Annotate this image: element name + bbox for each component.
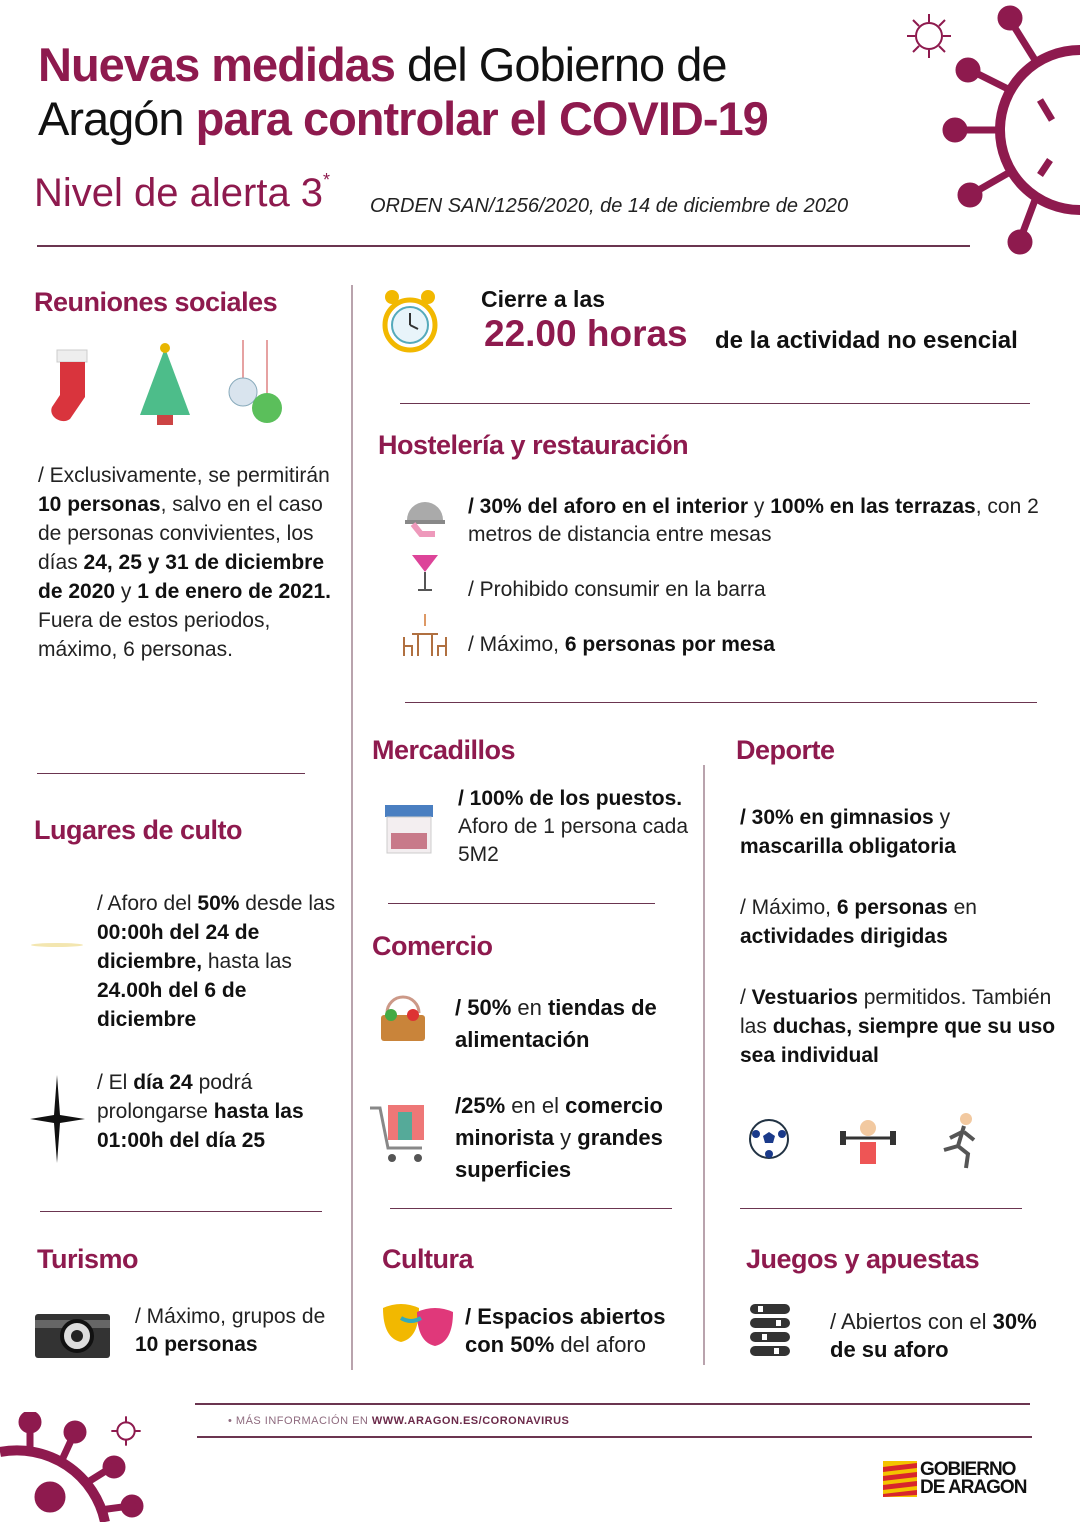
theater-masks-icon: [381, 1302, 457, 1352]
food-basket-icon: [377, 993, 429, 1045]
mercadillos-heading: Mercadillos: [372, 735, 516, 765]
market-stall-icon: [383, 803, 435, 855]
closing-hour: 22.00 horas: [484, 313, 688, 354]
christmas-tree-icon: [135, 340, 195, 428]
page-title: [38, 38, 938, 146]
divider: [40, 1211, 322, 1212]
divider: [740, 1208, 1022, 1209]
christmas-ornaments-icon: [225, 340, 285, 428]
deporte-heading: Deporte: [736, 735, 835, 765]
alarm-clock-icon: [380, 285, 440, 357]
text-segment: desde las: [239, 892, 336, 915]
turismo-heading: Turismo: [37, 1244, 139, 1274]
divider: [390, 1208, 672, 1209]
culto-text-1: [97, 889, 347, 1034]
text-segment: Aragón: [38, 92, 196, 145]
comercio-text-1: [455, 992, 700, 1056]
logo-line-1: GOBIERNO: [920, 1459, 1016, 1480]
bold-text-segment: duchas, siempre que su uso sea individual: [740, 1015, 1056, 1067]
cultura-heading: Cultura: [382, 1244, 473, 1274]
comercio-heading: Comercio: [372, 931, 493, 961]
divider: [37, 245, 970, 247]
alert-level: [34, 170, 330, 216]
sparkle-star-icon: [30, 1075, 85, 1163]
bold-text-segment: Nuevas medidas: [38, 38, 395, 91]
bold-text-segment: actividades dirigidas: [740, 925, 948, 948]
bold-text-segment: 00:00h del 24 de diciembre,: [97, 921, 260, 973]
bold-text-segment: hasta las 01:00h del día 25: [97, 1100, 304, 1152]
virus-decoration-icon: [940, 0, 1080, 260]
title-line-2: [38, 92, 938, 146]
text-segment: Aforo de 1 persona cada 5M2: [458, 815, 688, 866]
cocktail-icon: [410, 550, 440, 595]
text-segment: y: [748, 495, 771, 518]
text-segment: en: [947, 896, 977, 919]
divider: [37, 773, 305, 774]
soccer-ball-icon: [748, 1118, 790, 1160]
bold-text-segment: 24.00h del 6 de diciembre: [97, 979, 247, 1031]
text-segment: y: [554, 1125, 578, 1150]
bold-text-segment: / 100% de los puestos.: [458, 787, 683, 810]
alert-asterisk: *: [323, 170, 331, 190]
bold-text-segment: 6 personas por mesa: [564, 633, 775, 656]
juegos-heading: Juegos y apuestas: [746, 1244, 980, 1274]
divider: [405, 702, 1037, 703]
text-segment: / Exclusivamente, se permitirán: [38, 464, 330, 487]
shopping-cart-icon: [368, 1100, 430, 1166]
logo-line-2: DE ARAGON: [920, 1477, 1027, 1498]
divider: [197, 1436, 1032, 1438]
bold-text-segment: 10 personas: [38, 493, 161, 516]
reuniones-heading: Reuniones sociales: [34, 287, 278, 317]
text-segment: / Abiertos con el: [830, 1309, 993, 1334]
text-segment: del Gobierno de: [394, 38, 727, 91]
bold-text-segment: 6 personas: [836, 896, 948, 919]
christmas-stocking-icon: [45, 345, 100, 425]
hosteleria-item-text: [468, 493, 1063, 549]
text-segment: / Prohibido consumir en la barra: [468, 578, 766, 601]
divider: [388, 903, 655, 904]
closing-rest: de la actividad no esencial: [715, 327, 1018, 354]
text-segment: del aforo: [554, 1332, 646, 1357]
hosteleria-item-text: [468, 575, 1048, 604]
text-segment: , con 2 metros de distancia entre mesas: [468, 495, 1039, 546]
deporte-text-3: [740, 983, 1070, 1070]
bold-text-segment: 30% de su aforo: [830, 1309, 1037, 1362]
divider: [400, 403, 1030, 404]
casino-chips-icon: [748, 1302, 792, 1358]
column-divider: [351, 285, 353, 1370]
text-segment: / Máximo, grupos de: [135, 1305, 326, 1328]
bold-text-segment: para controlar el COVID-19: [195, 92, 768, 145]
text-segment: y: [933, 806, 951, 829]
deporte-text-1: [740, 803, 1050, 861]
reuniones-text: [38, 461, 343, 664]
text-segment: / Máximo,: [468, 633, 565, 656]
text-segment: podrá prolongarse: [97, 1071, 253, 1123]
bold-text-segment: / 30% del aforo en el interior: [468, 495, 749, 518]
turismo-text: [135, 1303, 340, 1359]
divider: [195, 1403, 1030, 1405]
bold-text-segment: 1 de enero de 2021.: [137, 580, 332, 603]
bold-text-segment: comercio minorista: [455, 1093, 663, 1150]
aragon-flag-icon: [883, 1461, 917, 1497]
hosteleria-item-text: [468, 630, 1048, 659]
cloche-icon: [403, 492, 448, 537]
bold-text-segment: día 24: [133, 1071, 193, 1094]
title-line-1: [38, 38, 938, 92]
culto-text-2: [97, 1068, 347, 1155]
runner-icon: [940, 1112, 980, 1170]
text-segment: Fuera de estos periodos, máximo, 6 personas.: [38, 609, 271, 661]
camera-icon: [35, 1308, 110, 1358]
table-chairs-icon: [400, 612, 450, 657]
bold-text-segment: / Espacios abiertos con 50%: [465, 1304, 666, 1357]
text-segment: hasta las: [202, 950, 292, 973]
bold-text-segment: /25%: [455, 1093, 506, 1118]
weightlifter-icon: [838, 1118, 898, 1166]
bold-text-segment: 24, 25 y 31 de diciembre de 2020: [38, 551, 325, 603]
order-reference: ORDEN SAN/1256/2020, de 14 de diciembre de 2020: [370, 195, 849, 217]
more-info-label: • MÁS INFORMACIÓN EN: [228, 1415, 372, 1427]
bold-text-segment: 100% en las terrazas: [770, 495, 976, 518]
bold-text-segment: tiendas de alimentación: [455, 995, 657, 1052]
bold-text-segment: / 30% en gimnasios: [740, 806, 934, 829]
comercio-text-2: [455, 1090, 700, 1186]
small-virus-icon: [110, 1415, 142, 1447]
more-info-link[interactable]: WWW.ARAGON.ES/CORONAVIRUS: [371, 1415, 570, 1427]
mercadillos-text: [458, 785, 696, 869]
alert-level-text: Nivel de alerta 3: [34, 171, 324, 215]
cultura-text: [465, 1303, 700, 1359]
text-segment: /: [740, 986, 752, 1009]
text-segment: permitidos. También las: [740, 986, 1052, 1038]
bold-text-segment: grandes superficies: [455, 1125, 663, 1182]
hosteleria-heading: Hostelería y restauración: [378, 430, 689, 460]
text-segment: / El: [97, 1071, 134, 1094]
bold-text-segment: 50%: [197, 892, 240, 915]
text-segment: / Aforo del: [97, 892, 198, 915]
more-info: [228, 1414, 569, 1428]
deporte-text-2: [740, 893, 1050, 951]
juegos-text: [830, 1308, 1050, 1364]
closing-label: Cierre a las: [481, 286, 606, 312]
text-segment: en: [511, 995, 548, 1020]
column-divider: [703, 765, 705, 1365]
bold-text-segment: mascarilla obligatoria: [740, 835, 956, 858]
text-segment: y: [115, 580, 138, 603]
text-segment: en el: [505, 1093, 566, 1118]
culto-heading: Lugares de culto: [34, 815, 243, 845]
light-glow-icon: [30, 935, 85, 955]
text-segment: , salvo en el caso de personas convivientes, los días: [38, 493, 323, 574]
text-segment: / Máximo,: [740, 896, 837, 919]
bold-text-segment: Vestuarios: [751, 986, 858, 1009]
bold-text-segment: 10 personas: [135, 1333, 258, 1356]
gobierno-aragon-logo: [883, 1460, 1026, 1498]
bold-text-segment: / 50%: [455, 995, 512, 1020]
